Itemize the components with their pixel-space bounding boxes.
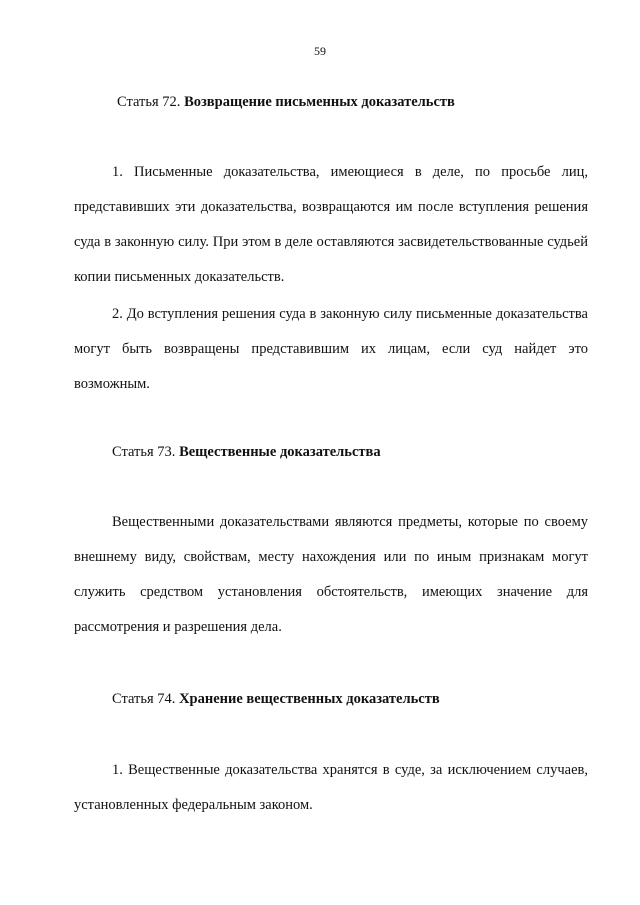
article-72-title: Возвращение письменных доказательств [184,94,455,110]
article-72-paragraph-1: 1. Письменные доказательства, имеющиеся в деле, по просьбе лиц, представивших эти доказательства, возвращаются им после вступления решения суда в законную силу. При этом в деле оставляются засвидетельствованные судьей копии письменных доказательств. [74,164,588,285]
article-73-label: Статья 73. [112,444,176,460]
article-74-paragraph-1: 1. Вещественные доказательства хранятся в суде, за исключением случаев, установленных федеральным законом. [74,762,588,813]
article-74-heading [112,690,440,708]
article-72-label: Статья 72. [117,94,181,110]
article-74-title: Хранение вещественных доказательств [179,691,440,707]
article-74-label: Статья 74. [112,691,176,707]
article-72-heading [117,93,455,111]
page-number: 59 [314,44,326,58]
article-73-paragraph-1: Вещественными доказательствами являются предметы, которые по своему внешнему виду, свойствам, месту нахождения или по иным признакам могут служить средством установления обстоятельств, имеющих значение для рассмотрения и разрешения дела. [74,514,588,635]
article-73-title: Вещественные доказательства [179,444,381,460]
article-73-heading [112,443,381,461]
article-72-paragraph-2: 2. До вступления решения суда в законную силу письменные доказательства могут быть возвращены представившим их лицам, если суд найдет это возможным. [74,306,588,392]
